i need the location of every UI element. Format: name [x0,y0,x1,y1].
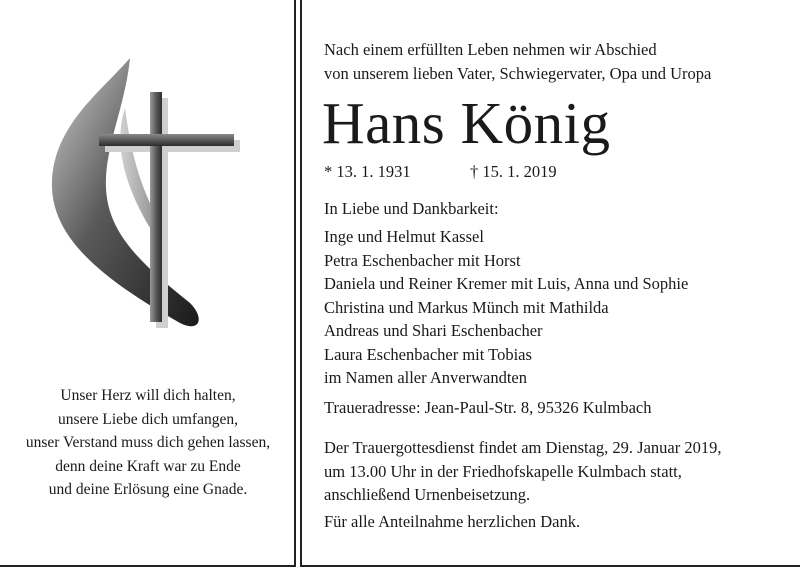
poem-line: und deine Erlösung eine Gnade. [48,481,248,499]
list-item: Daniela und Reiner Kremer mit Luis, Anna und Sophie [324,274,689,293]
thanks-text: Für alle Anteilnahme herzlichen Dank. [324,512,581,531]
service-line: anschließend Urnenbeisetzung. [324,485,531,505]
list-item: im Namen aller Anverwandten [324,368,527,387]
list-item: Christina und Markus Münch mit Mathilda [324,297,609,317]
poem-line: unsere Liebe dich umfangen, [58,410,238,428]
poem [0,384,296,502]
mourning-address: Traueradresse: Jean-Paul-Str. 8, 95326 Kulmbach [324,398,652,417]
intro-line: von unserem lieben Vater, Schwiegervater, Opa und Uropa [324,63,712,83]
poem-line: Unser Herz will dich halten, [60,387,236,404]
intro-text [324,38,711,85]
death-date: † 15. 1. 2019 [470,162,557,181]
mourners-list [324,225,688,390]
list-item: Laura Eschenbacher mit Tobias [324,344,532,364]
service-line: Der Trauergottesdienst findet am Dienstag, 29. Januar 2019, [324,438,722,457]
poem-line: unser Verstand muss dich gehen lassen, [25,434,271,452]
poem-line: denn deine Kraft war zu Ende [55,457,241,475]
deceased-name: Hans König [322,90,611,156]
cross-with-flame-icon [30,48,260,338]
service-line: um 13.00 Uhr in der Friedhofskapelle Kulmbach statt, [324,461,682,481]
list-item: Andreas und Shari Eschenbacher [324,321,543,340]
intro-line: Nach einem erfüllten Leben nehmen wir Abschied [324,40,657,59]
gratitude-heading: In Liebe und Dankbarkeit: [324,199,499,218]
list-item: Inge und Helmut Kassel [324,227,484,246]
birth-date: * 13. 1. 1931 [324,162,411,181]
list-item: Petra Eschenbacher mit Horst [324,250,521,270]
service-info [324,436,721,507]
